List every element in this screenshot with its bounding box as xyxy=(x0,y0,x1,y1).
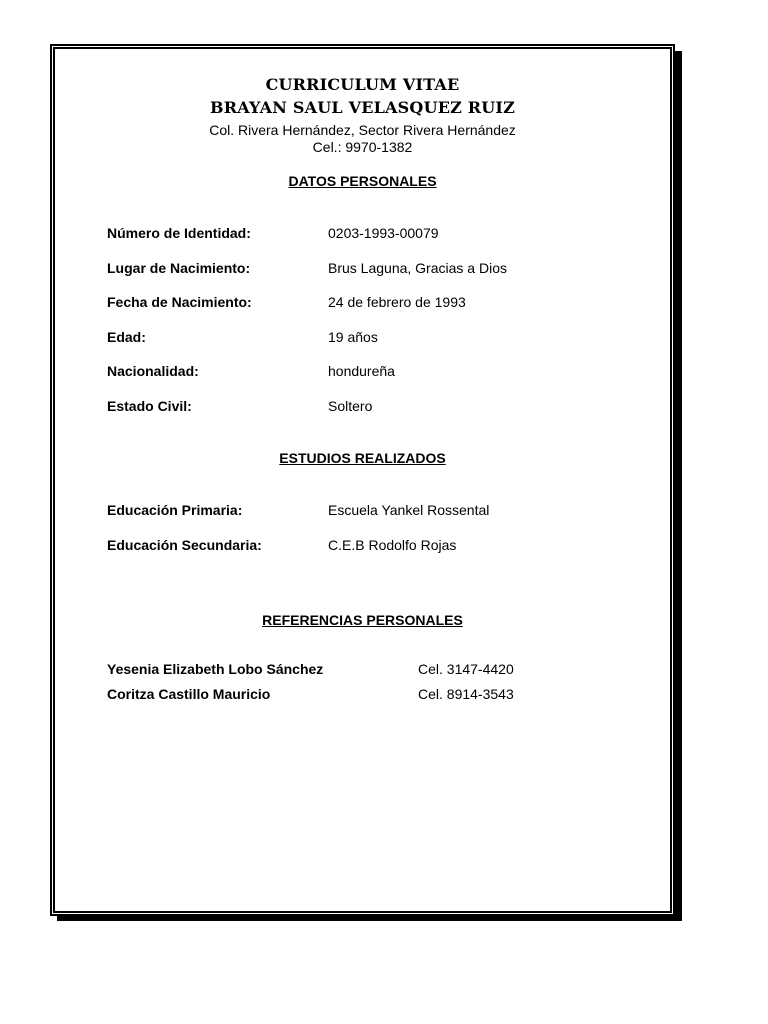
field-label: Lugar de Nacimiento: xyxy=(107,260,251,276)
reference-name: Yesenia Elizabeth Lobo Sánchez xyxy=(107,661,324,677)
personal-row xyxy=(107,398,627,418)
field-label: Edad: xyxy=(107,329,146,345)
studies-row xyxy=(107,537,627,557)
field-value: Escuela Yankel Rossental xyxy=(328,502,490,518)
field-label: Número de Identidad: xyxy=(107,225,251,241)
section-heading-personal: DATOS PERSONALES xyxy=(288,173,437,189)
personal-row xyxy=(107,329,627,349)
field-value: Brus Laguna, Gracias a Dios xyxy=(328,260,507,276)
field-label: Estado Civil: xyxy=(107,398,192,414)
field-value: 24 de febrero de 1993 xyxy=(328,294,466,310)
field-value: 19 años xyxy=(328,329,378,345)
personal-row xyxy=(107,225,627,245)
reference-phone: Cel. 8914-3543 xyxy=(418,686,514,702)
section-heading-studies: ESTUDIOS REALIZADOS xyxy=(279,450,446,466)
personal-row xyxy=(107,260,627,280)
personal-row xyxy=(107,363,627,383)
section-heading-references: REFERENCIAS PERSONALES xyxy=(262,612,463,628)
reference-name: Coritza Castillo Mauricio xyxy=(107,686,271,702)
document-title: CURRICULUM VITAE xyxy=(265,75,460,94)
field-label: Fecha de Nacimiento: xyxy=(107,294,252,310)
reference-row xyxy=(107,661,627,681)
field-value: C.E.B Rodolfo Rojas xyxy=(328,537,457,553)
studies-row xyxy=(107,502,627,522)
field-value: Soltero xyxy=(328,398,373,414)
field-value: 0203-1993-00079 xyxy=(328,225,439,241)
cv-page-frame xyxy=(50,44,675,916)
personal-row xyxy=(107,294,627,314)
reference-phone: Cel. 3147-4420 xyxy=(418,661,514,677)
candidate-name: BRAYAN SAUL VELASQUEZ RUIZ xyxy=(210,98,515,117)
reference-row xyxy=(107,686,627,706)
field-label: Educación Secundaria: xyxy=(107,537,262,553)
field-label: Nacionalidad: xyxy=(107,363,199,379)
field-value: hondureña xyxy=(328,363,395,379)
field-label: Educación Primaria: xyxy=(107,502,243,518)
phone-line: Cel.: 9970-1382 xyxy=(312,139,413,155)
address-line: Col. Rivera Hernández, Sector Rivera Hernández xyxy=(209,122,516,138)
